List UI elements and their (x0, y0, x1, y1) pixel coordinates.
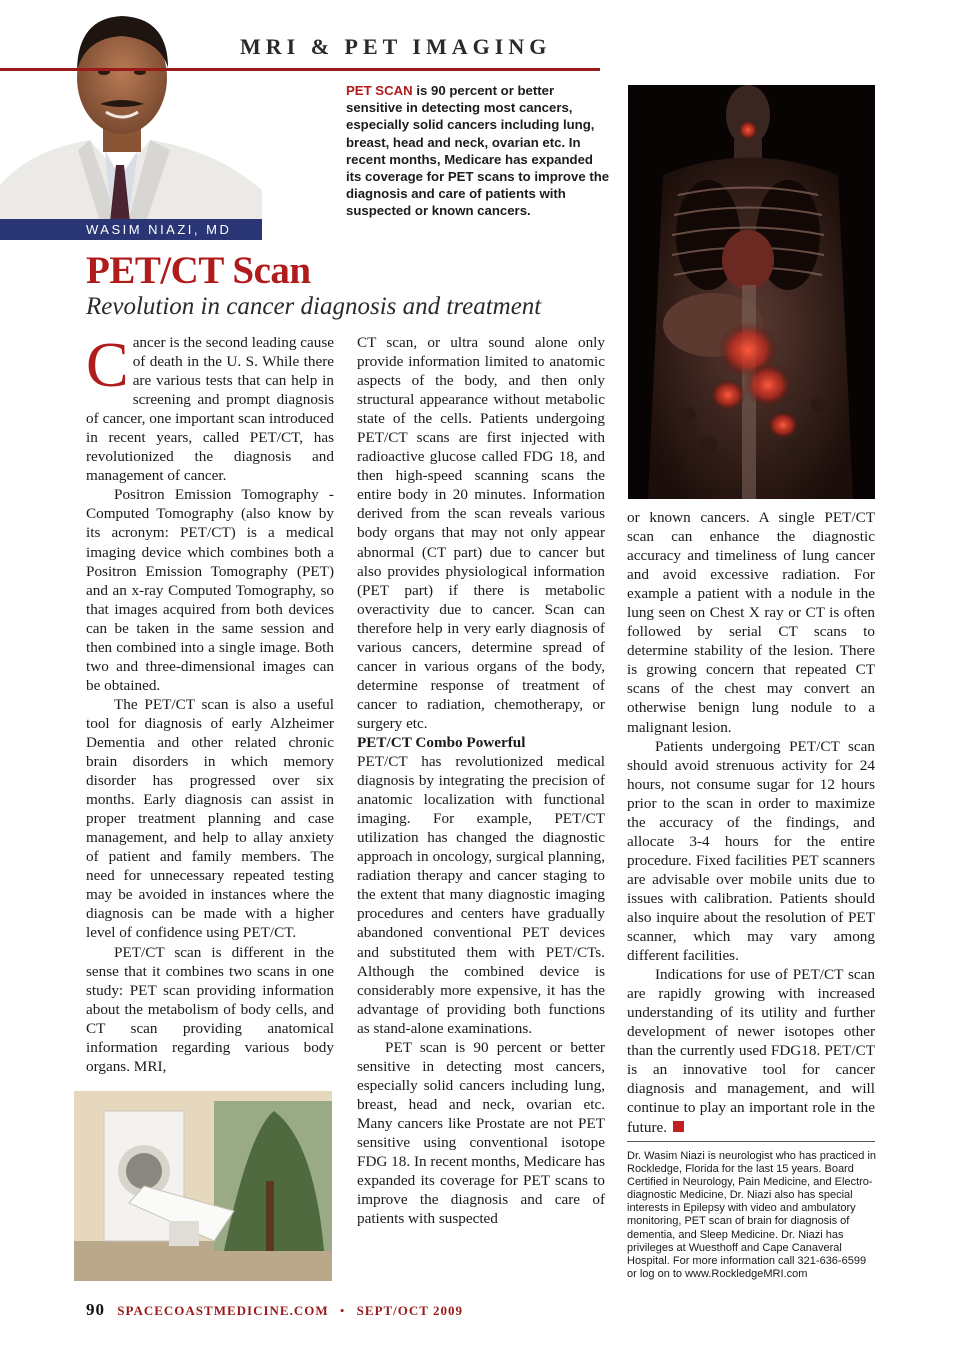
pull-quote (346, 82, 610, 220)
paragraph: PET/CT has revolutionized medical diagnosis by integrating the precision of anatomic localization with functional imaging. For example, PET/CT utilization has changed the diagnostic approach in oncology, surgical planning, radiation therapy and cancer staging to the extent that many diagnostic imaging procedures and centers have gradually abandoned conventional PET devices and substituted them with PET/CTs. Although the combined device is considerably more expensive, it has the advantage of providing both functions as stand-alone examinations. (357, 753, 605, 1037)
paragraph: PET/CT scan is different in the sense that it combines two scans in one study: PET scan providing information about the metabolism of body cells, and CT scan providing anatomical information regarding various body organs. MRI, (86, 943, 334, 1075)
headline: PET/CT Scan (86, 249, 311, 292)
paragraph: Patients undergoing PET/CT scan should avoid strenuous activity for 24 hours, not consume sugar for 12 hours prior to the scan in order to maximize the accuracy of the findings, and allocate 3-4 hours for the entire procedure. Fixed facilities PET scanners are advisable over mobile units due to issues with calibration. Patients should also inquire about the resolution of PET scanner, which may vary among different facilities. (627, 737, 875, 965)
pet-ct-scan-image (628, 85, 875, 499)
footer-separator: • (339, 1303, 346, 1318)
author-portrait (0, 0, 262, 222)
paragraph: The PET/CT scan is also a useful tool for diagnosis of early Alzheimer Dementia and other related chronic brain disorders in which memory disorder has progressed over six months. Early diagnosis can assist in proper treatment planning and case management, and help to allay anxiety of patient and family members. The need for unnecessary repeated testing may be avoided in instances where the diagnosis can be made with a higher level of confidence using PET/CT. (86, 695, 334, 942)
paragraph: Indications for use of PET/CT scan are rapidly growing with increased understanding of its utility and further development of newer isotopes other than the currently used FDG18. PET/CT is an innovative tool for cancer diagnosis and management, and will continue to play an important role in the future. (627, 966, 875, 1136)
page-footer (86, 1300, 463, 1320)
pull-quote-body: is 90 percent or better sensitive in detecting most cancers, especially solid cancers including lung, breast, head and neck, ovarian etc. In recent months, Medicare has expanded its coverage for PET scans to improve the diagnosis and care of patients with suspected or known cancers. (346, 83, 610, 219)
pull-quote-lead: PET SCAN (346, 83, 413, 98)
footer-issue: SEPT/OCT 2009 (356, 1303, 463, 1318)
page-number: 90 (86, 1300, 105, 1319)
drop-cap: C (86, 329, 129, 400)
bio-divider (627, 1141, 875, 1142)
article-column-1 (86, 329, 334, 1076)
paragraph: Cancer is the second leading cause of death in the U. S. While there are various tests that can help in screening and prompt diagnosis of cancer, one important scan introduced in recent years, called PET/CT, has revolutionized the diagnosis and management of cancer. (86, 329, 334, 485)
section-subhead: PET/CT Combo Powerful (357, 733, 526, 751)
section-title: MRI & PET IMAGING (240, 34, 552, 59)
footer-site: SPACECOASTMEDICINE.COM (117, 1303, 329, 1318)
end-mark-icon (673, 1121, 684, 1132)
paragraph: Positron Emission Tomography - Computed Tomography (also know by its acronym: PET/CT) is a medical imaging device which combines both a Positron Emission Tomography (PET) and an x-ray Computed Tomography, so that images acquired from both devices can be taken in the same session and then combined into a single image. Both two and three-dimensional images can be obtained. (86, 486, 334, 694)
paragraph: PET scan is 90 percent or better sensitive in detecting most cancers, especially solid cancers including lung, breast, head and neck, ovarian etc. Many cancers like Prostate are not PET sensitive using conventional isotope FDG 18. In recent months, Medicare has expanded its coverage for PET scans to improve the diagnosis and care of patients with suspected (357, 1038, 605, 1228)
article-column-3 (627, 508, 875, 1137)
author-name-band: WASIM NIAZI, MD (0, 219, 262, 240)
section-rule (0, 68, 600, 71)
paragraph: CT scan, or ultra sound alone only provide information limited to anatomic aspects of the body, and then only structural appearance without metabolic state of the cells. Patients undergoing PET/CT scans are first injected with radioactive glucose called FDG 18, and then high-speed scanning scans the entire body in 20 minutes. Information derived from the scan reveals various body organs that may not only appear abnormal (CT part) due to cancer but also provides physiological information (PET part) if there is metabolic overactivity due to cancer. Scan can therefore help in very early diagnosis of various cancers, determine spread of cancer in various organs of the body, determine response of treatment of cancer to radiation, chemotherapy, or surgery etc. (357, 334, 605, 732)
mri-machine-photo (74, 1091, 332, 1281)
author-bio: Dr. Wasim Niazi is neurologist who has practiced in Rockledge, Florida for the last 15 years. Board Certified in Neurology, Pain Medicine, and Electro-diagnostic Medicine, Dr. Niazi also has special interests in Epilepsy with video and ambulatory monitoring, PET scan of brain for diagnosis of dementia, and Sleep Medicine. Dr. Niazi has privileges at Wuesthoff and Cape Canaveral Hospital. For more information call 321-636-6599 or log on to www.RockledgeMRI.com (627, 1150, 877, 1280)
subheadline: Revolution in cancer diagnosis and treatment (86, 293, 542, 320)
paragraph: or known cancers. A single PET/CT scan can enhance the diagnostic accuracy and timeliness of lung cancer and avoid excessive radiation. For example a patient with a nodule in the lung seen on Chest X ray or CT is often followed by serial CT scans to determine stability of the lesion. There is growing concern that repeated CT scans of the chest may convert an otherwise benign lung nodule to a malignant lesion. (627, 509, 875, 736)
article-column-2 (357, 333, 605, 1228)
